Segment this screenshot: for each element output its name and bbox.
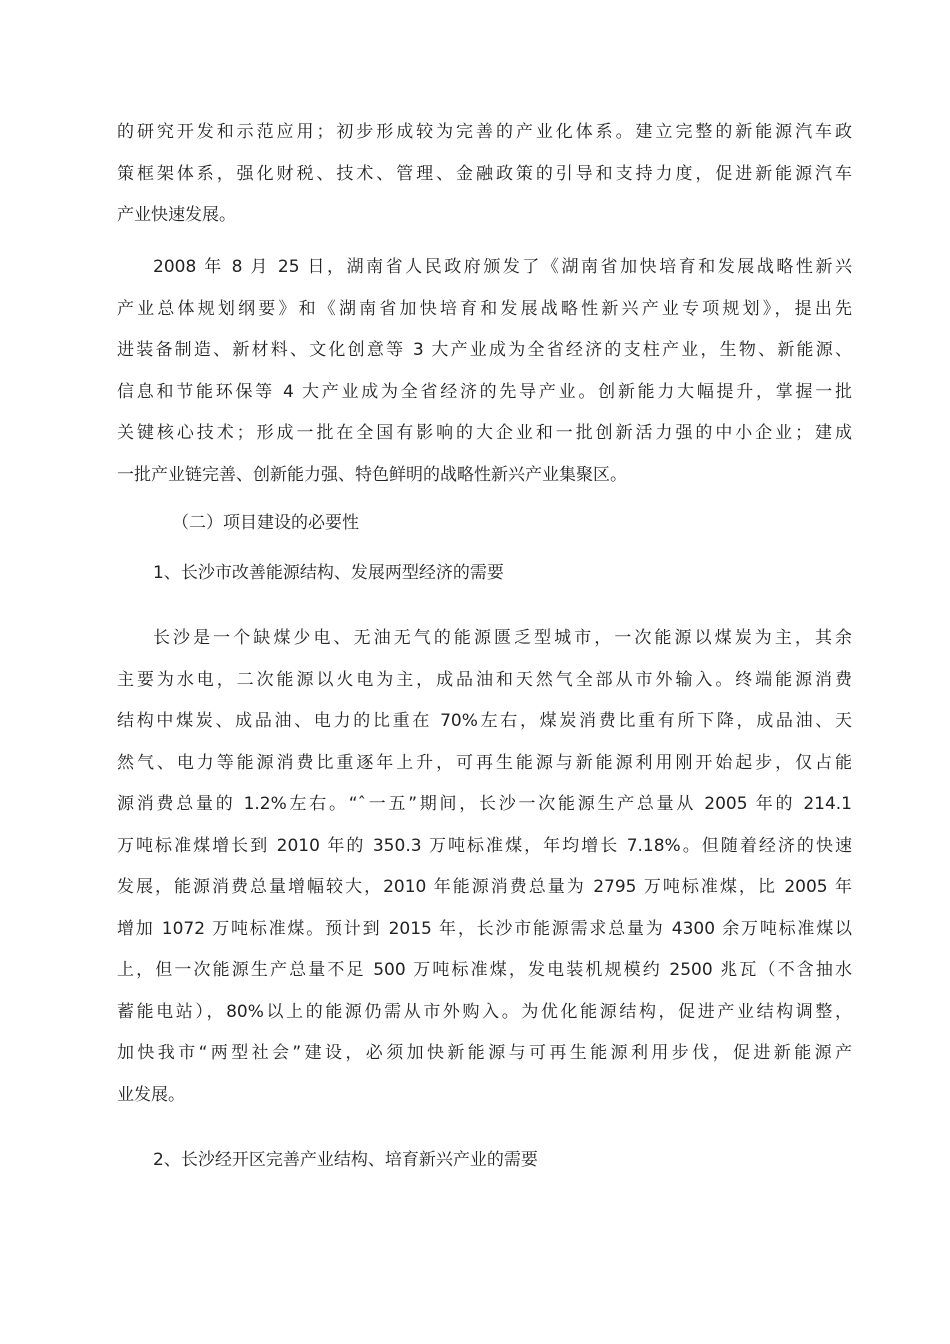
text-line: 关键核心技术；形成一批在全国有影响的大企业和一批创新活力强的中小企业；建成 xyxy=(117,423,852,443)
text-line: 业发展。 xyxy=(117,1084,185,1105)
text-line: 万吨标准煤增长到 2010 年的 350.3 万吨标准煤，年均增长 7.18%。但随着经济的快速 xyxy=(117,835,852,856)
text-line: 主要为水电，二次能源以火电为主，成品油和天然气全部从市外输入。终端能源消费 xyxy=(117,669,852,690)
paragraph-3 xyxy=(117,618,852,1116)
text-line: 策框架体系，强化财税、技术、管理、金融政策的引导和支持力度，促进新能源汽车 xyxy=(117,163,852,184)
text-line: 长沙是一个缺煤少电、无油无气的能源匮乏型城市，一次能源以煤炭为主，其余 xyxy=(153,628,852,648)
text-line: 发展，能源消费总量增幅较大，2010 年能源消费总量为 2795 万吨标准煤，比 2005 年 xyxy=(117,877,852,897)
text-line: 信息和节能环保等 4 大产业成为全省经济的先导产业。创新能力大幅提升，掌握一批 xyxy=(117,381,852,402)
subsection-heading-2: 2、长沙经开区完善产业结构、培育新兴产业的需要 xyxy=(153,1150,538,1170)
text-line: 进装备制造、新材料、文化创意等 3 大产业成为全省经济的支柱产业，生物、新能源、 xyxy=(117,340,852,360)
text-line: 产业快速发展。 xyxy=(117,205,236,225)
text-line: 结构中煤炭、成品油、电力的比重在 70%左右，煤炭消费比重有所下降，成品油、天 xyxy=(117,711,852,731)
text-line: 增加 1072 万吨标准煤。预计到 2015 年，长沙市能源需求总量为 4300 余万吨标准煤以 xyxy=(117,918,852,939)
paragraph-1 xyxy=(117,112,852,237)
text-line: 加快我市“两型社会”建设，必须加快新能源与可再生能源利用步伐，促进新能源产 xyxy=(117,1043,852,1063)
text-line: 的研究开发和示范应用；初步形成较为完善的产业化体系。建立完整的新能源汽车政 xyxy=(117,122,852,142)
text-line: 上，但一次能源生产总量不足 500 万吨标准煤，发电装机规模约 2500 兆瓦（不含抽水 xyxy=(117,960,852,980)
paragraph-2 xyxy=(117,247,852,496)
text-line: 源消费总量的 1.2%左右。“ˆ一五”期间，长沙一次能源生产总量从 2005 年的 214.1 xyxy=(117,794,852,814)
section-heading: （二）项目建设的必要性 xyxy=(172,513,359,533)
text-line: 然气、电力等能源消费比重逐年上升，可再生能源与新能源利用刚开始起步，仅占能 xyxy=(117,752,852,773)
text-line: 一批产业链完善、创新能力强、特色鲜明的战略性新兴产业集聚区。 xyxy=(117,464,627,485)
subsection-heading-1: 1、长沙市改善能源结构、发展两型经济的需要 xyxy=(153,563,504,583)
text-line: 蓄能电站），80%以上的能源仍需从市外购入。为优化能源结构，促进产业结构调整， xyxy=(117,1001,852,1022)
text-line: 2008 年 8 月 25 日，湖南省人民政府颁发了《湖南省加快培育和发展战略性新兴 xyxy=(153,257,852,277)
text-line: 产业总体规划纲要》和《湖南省加快培育和发展战略性新兴产业专项规划》，提出先 xyxy=(117,298,852,319)
